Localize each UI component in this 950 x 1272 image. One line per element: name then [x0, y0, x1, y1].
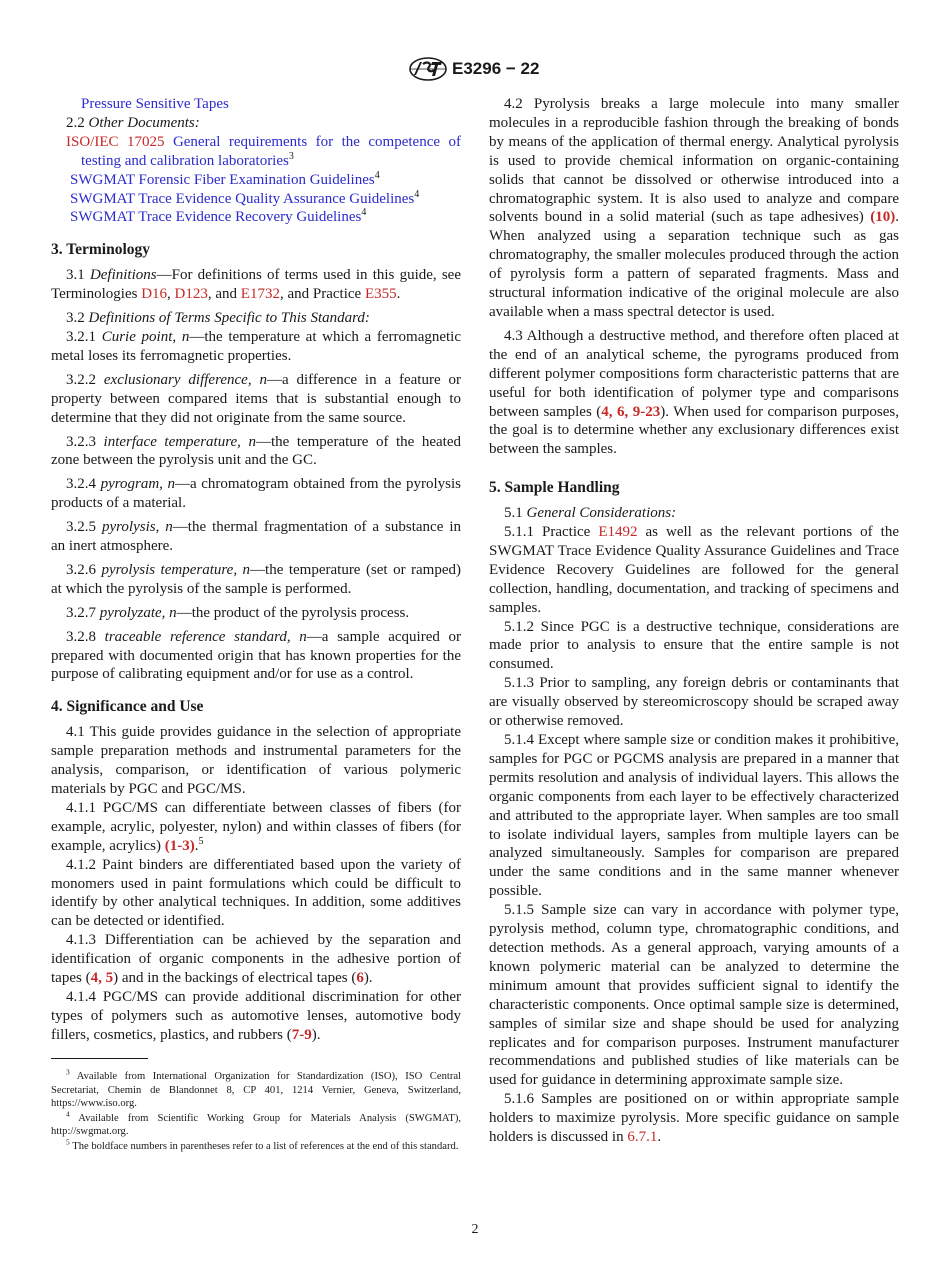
- citation-link[interactable]: 4, 6, 9-23: [601, 403, 661, 420]
- left-column: [51, 95, 461, 1045]
- paragraph: 3.2 Definitions of Terms Specific to This Standard:: [66, 310, 370, 327]
- paragraph: 3.1 Definitions—For definitions of terms used in this guide, see Terminologies D16, D123, and E1732, and Practice E355.: [51, 267, 461, 303]
- iso-17025-title-link[interactable]: General requirements for the competence of testing and calibration laboratories: [81, 133, 461, 169]
- paragraph: 4.1.1 PGC/MS can differentiate between classes of fibers (for example, acrylic, polyester, nylon) and within classes of fibers (for example, acrylics) (1-3).$^5$: [51, 799, 461, 854]
- paragraph: 4.1.4 PGC/MS can provide additional discrimination for other types of polymers such as automotive lenses, automotive body fillers, cosmetics, plastics, and rubbers (7-9).: [51, 988, 461, 1043]
- page-header: [0, 57, 950, 83]
- section-heading-significance: 4. Significance and Use: [51, 698, 204, 716]
- reference-list-item: SWGMAT Forensic Fiber Examination Guidelines$^4$: [70, 169, 380, 188]
- definition: 3.2.1 Curie point, n—the temperature at which a ferromagnetic metal loses its ferromagnetic properties.: [51, 328, 461, 364]
- definition: 3.2.3 interface temperature, n—the temperature of the heated zone between the pyrolysis unit and the GC.: [51, 433, 462, 469]
- paragraph: 5.1.5 Sample size can vary in accordance with polymer type, pyrolysis method, column type, chromatographic conditions, and detection methods. As a general approach, varying amounts of a known polymeric material can be analyzed to determine the minimum amount that provides sufficient signal to identify the characteristic components. Once optimal sample size is determined, samples of similar size and shape should be used for analyzing replicates and for comparison purposes. Instrument manufacturer recommendations and published studies of like materials can be used for guidance in determining approximate sample size.: [489, 902, 899, 1089]
- definition: 3.2.6 pyrolysis temperature, n—the temperature (set or ramped) at which the pyrolysis of the sample is performed.: [51, 561, 462, 597]
- paragraph: 5.1.6 Samples are positioned on or within appropriate sample holders to maximize pyrolysis. More specific guidance on sample holders is discussed in 6.7.1.: [489, 1091, 899, 1146]
- section-heading-terminology: 3. Terminology: [51, 241, 151, 259]
- definition: 3.2.7 pyrolyzate, n—the product of the pyrolysis process.: [66, 604, 410, 621]
- footnotes: [51, 1058, 461, 1155]
- d16-link[interactable]: D16: [141, 286, 168, 303]
- section-heading-sample-handling: 5. Sample Handling: [489, 479, 620, 497]
- right-column: [489, 95, 899, 1147]
- page-number: 2: [471, 1222, 479, 1237]
- paragraph: 5.1.3 Prior to sampling, any foreign debris or contaminants that are visually observed by stereomicroscopy should be scraped away or otherwise removed.: [489, 675, 899, 730]
- citation-link[interactable]: (1-3): [164, 837, 195, 854]
- paragraph: 4.1 This guide provides guidance in the selection of appropriate sample preparation methods and instrumental parameters for the analysis, comparison, or identification of various polymeric materials by PGC and PGC/MS.: [51, 724, 461, 797]
- swgmat-qa-link[interactable]: SWGMAT Trace Evidence Quality Assurance Guidelines: [70, 190, 415, 207]
- paragraph: 4.1.3 Differentiation can be achieved by the separation and identification of organic components in the adhesive portion of tapes (4, 5) and in the backings of electrical tapes (6).: [51, 932, 461, 987]
- e1492-link[interactable]: E1492: [598, 524, 638, 541]
- paragraph: 4.2 Pyrolysis breaks a large molecule into many smaller molecules in a reproducible fashion through the breaking of bonds by means of the application of thermal energy. Analytical pyrolysis is used to provide chemical information on organic-containing solids that cannot be dissolved or otherwise introduced into a chromatographic system. It is also used to analyze and compare solvents bound in a solid material (such as tape adhesives) (10). When analyzed using a separation technique such as gas chromatography, the smaller molecules produced through the action of pyrolysis form a pattern of separated fragments. Mass and structural information indicative of the original molecule are also available when a mass spectral detector is used.: [489, 96, 899, 320]
- footnote: $^5$ The boldface numbers in parentheses refer to a list of references at the end of this standard.: [66, 1137, 459, 1152]
- iso-17025-link[interactable]: ISO/IEC 17025: [66, 133, 165, 150]
- astm-logo-icon: [408, 57, 448, 81]
- definition: 3.2.5 pyrolysis, n—the thermal fragmentation of a substance in an inert atmosphere.: [51, 519, 461, 555]
- definition: 3.2.4 pyrogram, n—a chromatogram obtained from the pyrolysis products of a material.: [51, 476, 462, 512]
- paragraph: 5.1.2 Since PGC is a destructive technique, considerations are made prior to analysis to ensure that the entire sample is not consumed.: [489, 618, 899, 673]
- footnote: $^3$ Available from International Organization for Standardization (ISO), ISO Central Secretariat, Chemin de Blandonnet 8, CP 401, 1214 Vernier, Geneva, Switzerland, https://www.iso.org.: [51, 1067, 461, 1110]
- definition: 3.2.8 traceable reference standard, n—a sample acquired or prepared with documented origin that has known properties for the purpose of calibrating equipment and/or for use as a control.: [51, 628, 462, 683]
- paragraph: 5.1.1 Practice E1492 as well as the relevant portions of the SWGMAT Trace Evidence Quality Assurance Guidelines and Trace Evidence Recovery Guidelines are followed for the general collection, handling, documentation, and tracking of specimens and samples.: [489, 524, 899, 616]
- footnote-divider: [51, 1058, 148, 1059]
- swgmat-fiber-link[interactable]: SWGMAT Forensic Fiber Examination Guidelines: [70, 171, 375, 188]
- ref-link-pressure-sensitive-tapes[interactable]: Pressure Sensitive Tapes: [81, 96, 229, 112]
- citation-link[interactable]: 7-9: [291, 1026, 312, 1043]
- subsection-heading: 2.2 Other Documents:: [66, 114, 200, 131]
- d123-link[interactable]: D123: [174, 286, 208, 303]
- definition: 3.2.2 exclusionary difference, n—a difference in a feature or property between compared items that is substantial enough to determine that they did not originate from the same source.: [51, 371, 462, 426]
- citation-link[interactable]: 4, 5: [90, 970, 114, 987]
- paragraph: 5.1.4 Except where sample size or condition makes it prohibitive, samples for PGC or PGCMS analysis are prepared in a manner that permits resolution and analysis of individual layers. This allows the organic components from each layer to be effectively characterized and attributed to the appropriate layer. When samples are too small to isolate individual layers, samples from multiple layers can be analyzed simultaneously. Samples for comparison are prepared under the same conditions and in the same manner whenever possible.: [489, 732, 899, 900]
- e355-link[interactable]: E355: [364, 286, 397, 303]
- e1732-link[interactable]: E1732: [240, 286, 280, 303]
- paragraph: 4.1.2 Paint binders are differentiated based upon the variety of monomers used in paint formulations which could be difficult to identify by other analytical techniques. In addition, some additives can be detected or identified.: [51, 856, 461, 930]
- reference-list-item: SWGMAT Trace Evidence Recovery Guidelines$^4$: [70, 207, 367, 226]
- paragraph: 4.3 Although a destructive method, and therefore often placed at the end of an analytical scheme, the pyrograms produced from different polymer compositions form characteristic patterns that are useful for both identification of polymer type and comparisons between samples (4, 6, 9-23). When used for comparison purposes, the goal is to determine whether any exclusionary differences exist between the samples.: [489, 327, 899, 458]
- reference-list-item: [51, 95, 461, 114]
- section-6-7-1-link[interactable]: 6.7.1: [627, 1129, 658, 1146]
- footnote: $^4$ Available from Scientific Working Group for Materials Analysis (SWGMAT), http://swgmat.org.: [51, 1109, 461, 1138]
- citation-link[interactable]: 6: [356, 970, 364, 987]
- citation-link[interactable]: (10): [870, 209, 896, 226]
- reference-list-item: ISO/IEC 17025 General requirements for the competence of testing and calibration laboratories$^3$: [66, 133, 461, 169]
- reference-list-item: SWGMAT Trace Evidence Quality Assurance Guidelines$^4$: [70, 188, 420, 207]
- standard-designation: E3296 − 22: [452, 59, 540, 78]
- paragraph: 5.1 General Considerations:: [504, 505, 677, 522]
- swgmat-recovery-link[interactable]: SWGMAT Trace Evidence Recovery Guidelines: [70, 209, 362, 226]
